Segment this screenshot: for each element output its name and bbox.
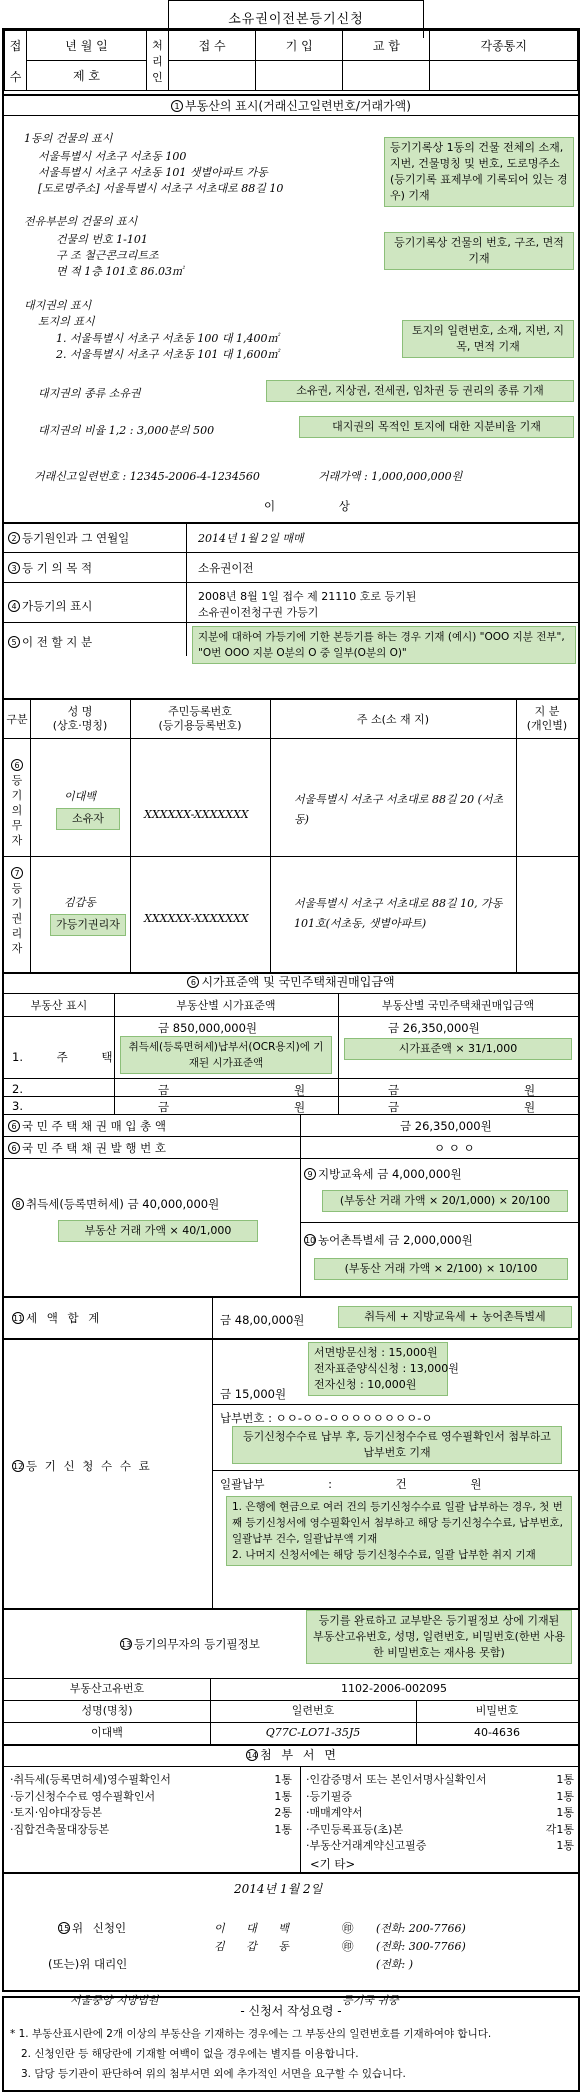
reception-date: 년 월 일	[27, 31, 147, 61]
bond-number-value: ㅇ ㅇ ㅇ	[434, 1141, 475, 1155]
instruction-3: 3. 담당 등기관이 판단하여 위의 첨부서면 외에 추가적인 서면을 요구할 수 있습니다.	[21, 2068, 406, 2080]
section1-header: 1 부동산의 표시(거래신고일련번호/거래가액)	[4, 94, 578, 116]
note-cert-info: 등기를 완료하고 교부받은 등기필정보 상에 기재된 부동산고유번호, 성명, 일련번호, 비밀번호(한번 사용한 비밀번호는 재사용 못함)	[306, 1610, 572, 1664]
instructions-box	[2, 1996, 580, 2092]
application-form: 접 수 년 월 일 처리인 접 수 기 입 교 합 각종통지 제 호 1 부동산의 표시(거래신고일련번호/거래가액) 1동의 건물의 표시 서울특별시 서초구 서초동 100 서울특별시 서초구 서초동 101 샛별아파트 가동 [도로명주소] 서울특별시 서초구 서초대로 88길 10 등기기록상 1동의 건물 전체의 소재, 지번, 건물명칭 및 번호, 도로명주소(등기기록 표제부에 기록되어 있는 경우) 기재 전유부분의 건물의 표시 건물의 번호 1-101 구 조 철근콘크리트조 면 적 1층 101호 86.03㎡ 등기기록상 건물의 번호, 구조, 면적 기재 대지권의 표시 토지의 표시 1. 서울특별시 서초구 서초동 100 대 1,400㎡ 2. 서울특별시 서초구 서초동 101 대 1,600㎡ 토지의 일련번호, 소재, 지번, 지목, 면적 기재 대지권의 종류 소유권 소유권, 지상권, 전세권, 임차권 등 권리의 종류 기재 대지권의 비율 1,2 : 3,000분의 500 대지권의 목적인 토지에 대한 지분비율 기재 거래신고일련번호 : 12345-2006-4-1234560 거래가액 : 1,000,000,000원 이 상 2 등기원인과 그 연월일 2014년 1월 2일 매매 3 등 기 의 목 적 소유권이전 4 가등기의 표시 2008년 8월 1일 접수 제 21110 호로 등기된 소유권이전청구권 가등기 5 이 전 할 지 분 지분에 대하여 가등기에 기한 본등기를 하는 경우 기재 (예시) "OOO 지분 전부", "O번 OOO 지분 O분의 O 중 일부(O분의 O)" 구분 성 명 (상호·명칭) 주민등록번호 (등기용등록번호) 주 소(소 재 지) 지 분 (개인별) 6등기의무자 이대백 소유자 XXXXXX-XXXXXXX 서울특별시 서초구 서초대로 88길 20 (서초동) 7등기권리자 김갑동 가등기권리자 XXXXXX-XXXXXXX 서울특별시 서초구 서초대로 88길 10, 가동 101호(서초동, 샛별아파트) 6 시가표준액 및 국민주택채권매입금액 부동산 표시 부동산별 시가표준액 부동산별 국민주택채권매입금액 1. 주 택 금 850,000,000원 취득세(등록면허세)납부서(OCR용지)에 기재된 시가표준액 금 26,350,000원 시가표준액 × 31/1,000 2. 금 원 금 원 3. 금 원 금 원 6 국 민 주 택 채 권 매 입 총 액 금 26,350,000원 6 국 민 주 택 채 권 발 행 번 호 ㅇ ㅇ ㅇ 8 취득세(등록면허세) 금 40,000,000원 부동산 거래 가액 × 40/1,000 9 지방교육세 금 4,000,000원 (부동산 거래 가액 × 20/1,000) × 20/100 10 농어촌특별세 금 2,000,000원 (부동산 거래 가액 × 2/100) × 10/100 11 세 액 합 계 금 48,00,000원 취득세 + 지방교육세 + 농어촌특별세 12 등 기 신 청 수 수 료 금 15,000원 서면방문신청 : 15,000원 전자표준양식신청 : 13,000원 전자신청 : 10,000원 납부번호 : ㅇㅇ-ㅇㅇ-ㅇㅇㅇㅇㅇㅇㅇㅇ-ㅇ 등기신청수수료 납부 후, 등기신청수수료 영수필확인서 첨부하고 납부번호 기재 일괄납부 : 건 원 1. 은행에 현금으로 여러 건의 등기신청수수료 일괄 납부하는 경우, 첫 번째 등기신청서에 영수필확인서 첨부하고 해당 등기신청수수료, 납부번호, 일괄납부 건수, 일괄납부액 기재 2. 나머지 신청서에는 해당 등기신청수수료, 일괄 납부한 취지 기재 13 등기의무자의 등기필정보 등기를 완료하고 교부받은 등기필정보 상에 기재된 부동산고유번호, 성명, 일련번호, 비밀번호(한번 사용한 비밀번호는 재사용 못함) 부동산고유번호 1102-2006-002095 성명(명칭) 일련번호 비밀번호 이대백 Q77C-LO71-35J5 40-4636 14 첨 부 서 면 ·취득세(등록면허세)영수필확인서 1통 ·등기신청수수료 영수필확인서 1통 ·토지·임야대장등본 2통 ·집합건축물대장등본 1통 ·인감증명서 또는 본인서명사실확인서 1통 ·등기필증 1통 ·매매계약서 1통 ·주민등록표등(초)본 각1통 ·부동산거래계약신고필증 1통 <기 타> 2014년 1월 2일 15 위 신청인 이 대 백 ㊞ (전화: 200-7766) 김 갑 동 ㊞ (전화: 300-7766) (또는)위 대리인 (전화: ) 서울중앙 지방법원 등기국 귀중	[2, 28, 580, 1992]
land-head: 대지권의 표시	[24, 299, 92, 312]
tel-3: (전화: )	[376, 1958, 414, 1971]
instruction-1: * 1. 부동산표시란에 2개 이상의 부동산을 기재하는 경우에는 그 부동산의 일련번호를 기재하여야 합니다.	[10, 2028, 492, 2040]
attachment-item	[306, 1789, 574, 1806]
bldg-line-3: [도로명주소] 서울특별시 서초구 서초대로 88길 10	[38, 182, 284, 195]
applicant-label: 15 위 신청인	[59, 1921, 127, 1935]
right-ratio: 대지권의 비율 1,2 : 3,000분의 500	[38, 424, 215, 437]
unit-head: 전유부분의 건물의 표시	[24, 215, 138, 228]
col-gubun: 구분	[6, 713, 28, 726]
note-bulk: 1. 은행에 현금으로 여러 건의 등기신청수수료 일괄 납부하는 경우, 첫 번째 등기신청서에 영수필확인서 첨부하고 해당 등기신청수수료, 납부번호, 일괄납부 건수, 일괄납부액 기재 2. 나머지 신청서에는 해당 등기신청수수료, 일괄 납부한 취지 기재	[226, 1496, 572, 1566]
bldg-head: 1동의 건물의 표시	[24, 132, 113, 145]
attachment-item	[10, 1822, 292, 1839]
row1-bond: 금 26,350,000원	[388, 1021, 480, 1035]
bulk-payment: 일괄납부 : 건 원	[220, 1477, 482, 1491]
cause-label: 2 등기원인과 그 연월일	[8, 530, 129, 546]
bond-number-label: 6 국 민 주 택 채 권 발 행 번 호	[8, 1140, 166, 1156]
attachment-name: ·인감증명서 또는 본인서명사실확인서	[306, 1773, 487, 1786]
bond-total-label: 6 국 민 주 택 채 권 매 입 총 액	[8, 1118, 166, 1134]
attachments-right	[306, 1772, 574, 1855]
attachments-header: 14 첨 부 서 면	[247, 1748, 336, 1762]
instructions-title: - 신청서 작성요령 -	[240, 2004, 342, 2018]
tax-total-value: 금 48,00,000원	[220, 1313, 305, 1327]
seal-1: ㊞	[342, 1921, 354, 1935]
attachment-item	[10, 1772, 292, 1789]
purpose-value: 소유권이전	[198, 561, 254, 575]
attachment-count: 1통	[274, 1773, 292, 1786]
provisional-value-2: 소유권이전청구권 가등기	[198, 606, 319, 619]
attachment-name: ·취득세(등록면허세)영수필확인서	[10, 1773, 171, 1786]
attachment-name: ·토지·임야대장등본	[10, 1806, 103, 1819]
attachment-count: 2통	[274, 1806, 292, 1819]
unit-line-1: 건물의 번호 1-101	[56, 233, 148, 246]
note-unit: 등기기록상 건물의 번호, 구조, 면적 기재	[384, 232, 574, 270]
payment-number: 납부번호 : ㅇㅇ-ㅇㅇ-ㅇㅇㅇㅇㅇㅇㅇㅇ-ㅇ	[220, 1411, 433, 1425]
cert-serial: Q77C-LO71-35J5	[265, 1726, 361, 1739]
provisional-value-1: 2008년 8월 1일 접수 제 21110 호로 등기된	[198, 590, 417, 603]
tax-total-label: 11 세 액 합 계	[13, 1311, 103, 1325]
attachment-name: ·부동산거래계약신고필증	[306, 1839, 427, 1852]
row3-label: 3.	[12, 1099, 23, 1113]
obligee-id: XXXXXX-XXXXXXX	[144, 912, 249, 925]
edu-tax-label: 9 지방교육세 금 4,000,000원	[304, 1166, 462, 1182]
note-acq-tax: 부동산 거래 가액 × 40/1,000	[58, 1220, 258, 1242]
obligee-role: 가등기권리자	[50, 914, 126, 936]
attachment-item	[306, 1838, 574, 1855]
attachment-count: 각1통	[545, 1822, 574, 1836]
reception-number: 제 호	[27, 61, 147, 91]
attachment-name: ·등기신청수수료 영수필확인서	[10, 1789, 156, 1803]
fee-amount: 금 15,000원	[220, 1387, 287, 1401]
note-tax-total: 취득세 + 지방교육세 + 농어촌특별세	[338, 1306, 572, 1328]
form-title: 소유권이전본등기신청	[168, 0, 424, 38]
instruction-2: 2. 신청인란 등 해당란에 기재할 여백이 없을 경우에는 별지를 이용합니다.	[21, 2048, 359, 2060]
col-jeopsu: 접 수	[169, 31, 256, 61]
note-right-ratio: 대지권의 목적인 토지에 대한 지분비율 기재	[299, 416, 574, 438]
seal-2: ㊞	[342, 1939, 354, 1953]
attachment-name: ·매매계약서	[306, 1806, 363, 1819]
cert-name: 이대백	[91, 1726, 123, 1739]
col-share: 지 분 (개인별)	[526, 705, 568, 732]
note-rural-tax: (부동산 거래 가액 × 2/100) × 10/100	[314, 1258, 568, 1280]
cert-info-label: 13 등기의무자의 등기필정보	[121, 1637, 260, 1651]
agent-label: (또는)위 대리인	[48, 1957, 128, 1971]
note-building: 등기기록상 1동의 건물 전체의 소재, 지번, 건물명칭 및 번호, 도로명주소(등기기록 표제부에 기록되어 있는 경우) 기재	[384, 137, 574, 207]
obligor-label: 6등기의무자	[11, 761, 23, 847]
fee-label: 12 등 기 신 청 수 수 료	[13, 1459, 152, 1473]
cert-password: 40-4636	[474, 1726, 520, 1739]
obligee-label: 7등기권리자	[11, 869, 23, 955]
reception-table	[4, 30, 578, 91]
attachment-count: 1통	[274, 1822, 292, 1836]
uid-value: 1102-2006-002095	[341, 1682, 447, 1695]
land-sub: 토지의 표시	[38, 315, 95, 328]
purpose-label: 3 등 기 의 목 적	[8, 560, 92, 576]
signing-date: 2014년 1월 2일	[234, 1882, 323, 1896]
attachment-item	[306, 1772, 574, 1789]
note-edu-tax: (부동산 거래 가액 × 20/1,000) × 20/100	[322, 1190, 568, 1212]
attachment-count: 1통	[556, 1773, 574, 1786]
col-gyohap: 교 합	[343, 31, 430, 61]
land-line-2: 2. 서울특별시 서초구 서초동 101 대 1,600㎡	[56, 348, 279, 361]
attachment-count: 1통	[556, 1839, 574, 1852]
attachment-item	[10, 1805, 292, 1822]
col-id: 주민등록번호 (등기용등록번호)	[158, 705, 242, 732]
provisional-label: 4 가등기의 표시	[8, 598, 92, 614]
right-type: 대지권의 종류 소유권	[38, 387, 141, 400]
note-payment: 등기신청수수료 납부 후, 등기신청수수료 영수필확인서 첨부하고 납부번호 기재	[232, 1426, 562, 1464]
obligor-address: 서울특별시 서초구 서초대로 88길 20 (서초동)	[294, 793, 504, 826]
attachment-count: 1통	[556, 1789, 574, 1803]
cause-value: 2014년 1월 2일 매매	[198, 532, 304, 545]
note-share: 지분에 대하여 가등기에 기한 본등기를 하는 경우 기재 (예시) "OOO 지분 전부", "O번 OOO 지분 O분의 O 중 일부(O분의 O)"	[192, 626, 576, 664]
row1-label: 1. 주 택	[12, 1050, 113, 1064]
court-name: 서울중앙 지방법원	[70, 1994, 159, 2007]
unit-line-2: 구 조 철근콘크리트조	[56, 249, 159, 262]
attachments-etc: <기 타>	[310, 1857, 356, 1871]
attachment-count: 1통	[556, 1806, 574, 1819]
obligor-role: 소유자	[56, 808, 120, 830]
applicant-name-2: 김 갑 동	[214, 1940, 289, 1953]
row1-standard: 금 850,000,000원	[158, 1021, 258, 1035]
processor-label: 처리인	[147, 31, 169, 91]
tel-1: (전화: 200-7766)	[376, 1922, 466, 1935]
col-address: 주 소(소 재 지)	[356, 713, 430, 726]
attachment-name: ·집합건축물대장등본	[10, 1822, 110, 1836]
tel-2: (전화: 300-7766)	[376, 1940, 466, 1953]
attachment-name: ·주민등록표등(초)본	[306, 1822, 404, 1836]
col-property: 부동산 표시	[30, 999, 88, 1012]
applicant-name-1: 이 대 백	[214, 1922, 289, 1935]
attachment-item	[306, 1805, 574, 1822]
obligee-name: 김갑동	[64, 896, 96, 909]
cert-col-serial: 일련번호	[291, 1704, 335, 1717]
col-giip: 기 입	[256, 31, 343, 61]
bldg-line-1: 서울특별시 서초구 서초동 100	[38, 150, 187, 163]
land-line-1: 1. 서울특별시 서초구 서초동 100 대 1,400㎡	[56, 332, 279, 345]
note-fee-schedule: 서면방문신청 : 15,000원 전자표준양식신청 : 13,000원 전자신청 : 10,000원	[308, 1342, 448, 1396]
note-bond: 시가표준액 × 31/1,000	[344, 1038, 572, 1060]
attachment-name: ·등기필증	[306, 1789, 353, 1803]
acq-tax-label: 8 취득세(등록면허세) 금 40,000,000원	[12, 1196, 219, 1212]
obligor-id: XXXXXX-XXXXXXX	[144, 808, 249, 821]
cert-col-password: 비밀번호	[475, 1704, 519, 1717]
note-standard: 취득세(등록면허세)납부서(OCR용지)에 기재된 시가표준액	[120, 1036, 332, 1074]
col-standard-price: 부동산별 시가표준액	[176, 999, 276, 1012]
obligor-name: 이대백	[64, 790, 96, 803]
bldg-line-2: 서울특별시 서초구 서초동 101 샛별아파트 가동	[38, 166, 268, 179]
attachment-count: 1통	[274, 1789, 292, 1803]
attachment-item	[10, 1789, 292, 1806]
trade-serial: 거래신고일련번호 : 12345-2006-4-1234560	[34, 470, 260, 483]
obligee-address: 서울특별시 서초구 서초대로 88길 10, 가동 101호(서초동, 샛별아파트)	[294, 897, 503, 930]
section6-header: 6 시가표준액 및 국민주택채권매입금액	[4, 972, 578, 994]
note-land: 토지의 일련번호, 소재, 지번, 지목, 면적 기재	[402, 320, 574, 358]
note-right-type: 소유권, 지상권, 전세권, 임차권 등 권리의 종류 기재	[266, 380, 574, 402]
attachments-left	[10, 1772, 292, 1838]
uid-label: 부동산고유번호	[69, 1682, 145, 1695]
cert-col-name: 성명(명칭)	[81, 1704, 133, 1717]
trade-price: 거래가액 : 1,000,000,000원	[318, 470, 463, 483]
bond-total-value: 금 26,350,000원	[400, 1119, 492, 1133]
share-label: 5 이 전 할 지 분	[8, 634, 92, 650]
reception-label: 접 수	[5, 31, 27, 91]
attachment-item	[306, 1822, 574, 1839]
col-bond: 부동산별 국민주택채권매입금액	[381, 999, 535, 1012]
end-mark: 이 상	[264, 499, 350, 513]
row2-label: 2.	[12, 1082, 23, 1096]
unit-line-3: 면 적 1층 101호 86.03㎡	[56, 265, 183, 278]
col-name: 성 명 (상호·명칭)	[52, 705, 108, 732]
col-notice: 각종통지	[430, 31, 578, 61]
registry-office: 등기국 귀중	[342, 1994, 399, 2007]
rural-tax-label: 10 농어촌특별세 금 2,000,000원	[305, 1233, 473, 1247]
